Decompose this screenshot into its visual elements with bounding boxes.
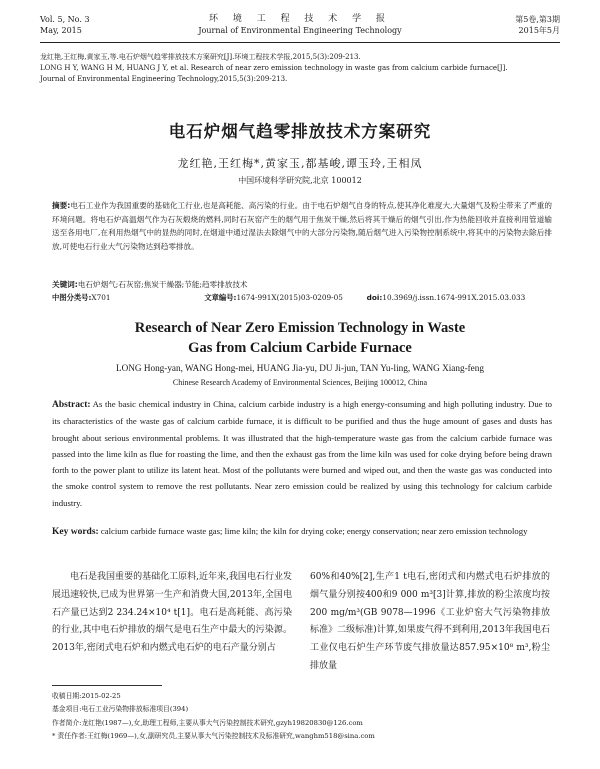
abstract-cn	[52, 199, 552, 253]
abstract-cn-label: 摘要:	[52, 201, 71, 210]
keywords-en-label: Key words:	[52, 527, 99, 537]
clc-label: 中图分类号:	[52, 293, 92, 302]
authors-cn: 龙红艳,王红梅*,黄家玉,都基峻,谭玉玲,王相凤	[177, 157, 423, 170]
abstract-cn-text: 电石工业作为我国重要的基础化工行业,也是高耗能、高污染的行业。由于电石炉烟气自身的特点,使其净化难度大,大量烟气及粉尘带来了严重的环境问题。将电石炉高温烟气作为石灰煅烧的燃料,同时石灰窑产生的烟气用于焦炭干燥,然后将其干燥后的烟气引出,作为热能回收并直接利用管道输送至各用电厂,在利用热烟气中的显热的同时,在烟道中通过湿法去除烟气中的大部分污染物,随后烟气进入污染物控制系统中,将其中的污染物去除后排放,可使电石行业大气污染物达到趋零排放。	[52, 201, 552, 251]
citation-cn: 龙红艳,王红梅,黄家玉,等.电石炉烟气趋零排放技术方案研究[J].环境工程技术学报,2015,5(3):209-213.	[40, 53, 361, 61]
abstract-en-text: As the basic chemical industry in China, calcium carbide industry is a high energy-consuming and high polluting industry. Due to its characteristics of the waste gas of calcium carbide furnace, it is difficult to be purified and thus the huge amount of gases and dusts has brought about serious environmental problems. It was illustrated that the high-temperature waste gas from the calcium carbide furnace was passed into the lime kiln as flue for roasting the lime, and then the exhaust gas from the lime kiln was used for coke drying before being drawn forth to the power plant to utilize its latent heat. Most of the pollutants were burned and wiped out, and then the waste gas was conducted into the smoke control system to remove the rest pollutants. Near zero emission could be realized by using this technology for calcium carbide industry.	[52, 399, 552, 508]
citation-block	[40, 52, 560, 85]
body-column-left	[52, 569, 292, 658]
clc-value: X701	[91, 293, 111, 302]
footnote-fund: 基金项目:电石工业污染物排放标准项目(394)	[52, 705, 189, 714]
title-en	[40, 318, 560, 358]
keywords-cn-text: 电石炉烟气;石灰窑;焦炭干燥器;节能;趋零排放技术	[77, 280, 248, 289]
title-cn: 电石炉烟气趋零排放技术方案研究	[168, 122, 432, 141]
abstract-en-label: Abstract:	[52, 400, 91, 410]
title-en-line2: Gas from Calcium Carbide Furnace	[188, 340, 412, 356]
article-number-label: 文章编号:	[204, 293, 237, 302]
citation-en-line2: Journal of Environmental Engineering Technology,2015,5(3):209-213.	[40, 75, 288, 83]
citation-en-line1: LONG H Y, WANG H M, HUANG J Y, et al. Research of near zero emission technology in waste gas from calcium carbide furnace[J].	[40, 64, 508, 72]
header-volume-number-cn: 第5卷,第3期	[515, 15, 560, 24]
footnote-author: 作者简介:龙红艳(1987—),女,助理工程师,主要从事大气污染控制技术研究,gzyh19820830@126.com	[52, 718, 363, 727]
keywords-en-text: calcium carbide furnace waste gas; lime kiln; the kiln for drying coke; energy conservation; near zero emission technology	[100, 526, 528, 536]
keywords-cn-label: 关键词:	[52, 280, 78, 289]
article-number-value: 1674-991X(2015)03-0209-05	[236, 293, 343, 302]
journal-name-en: Journal of Environmental Engineering Technology	[198, 26, 402, 35]
title-en-line1: Research of Near Zero Emission Technology in Waste	[134, 320, 466, 336]
keywords-en	[52, 523, 552, 540]
body-paragraph-right: 60%和40%[2],生产1 t电石,密闭式和内燃式电石炉排放的烟气量分别按400和9 000 m³[3]计算,排放的粉尘浓度均按200 mg/m³(GB 9078—1996《工业炉窑大气污染物排放标准》二级标准)计算,如果废气得不到利用,2013年我国电石工业仅电石炉生产环节废气排放量达857.95×10⁸ m³,粉尘排放量	[310, 572, 550, 671]
header-volume-number: Vol. 5, No. 3	[40, 15, 90, 24]
affiliation-cn: 中国环境科学研究院,北京 100012	[238, 176, 362, 185]
affiliation-en: Chinese Research Academy of Environmental Sciences, Beijing 100012, China	[172, 378, 428, 387]
footnotes	[52, 690, 552, 743]
journal-name	[40, 14, 560, 36]
header-date-en: May, 2015	[40, 26, 82, 35]
authors-en: LONG Hong-yan, WANG Hong-mei, HUANG Jia-yu, DU Ji-jun, TAN Yu-ling, WANG Xiang-feng	[116, 363, 484, 373]
abstract-en	[52, 396, 552, 511]
doi-label: doi:	[366, 293, 383, 302]
footnote-divider	[52, 685, 162, 686]
footnote-corresponding: * 责任作者:王红梅(1969—),女,副研究员,主要从事大气污染控制技术及标准研究,wanghm518@sina.com	[52, 731, 375, 740]
header-date-cn: 2015年5月	[518, 26, 560, 35]
header-divider	[40, 42, 560, 43]
keywords-cn	[52, 279, 552, 290]
journal-name-cn: 环 境 工 程 技 术 学 报	[208, 14, 392, 24]
doi-value: 10.3969/j.issn.1674-991X.2015.03.033	[382, 293, 526, 302]
header-volume-cn	[515, 14, 560, 36]
body-column-right	[310, 569, 550, 676]
footnote-received: 收稿日期:2015-02-25	[52, 692, 121, 700]
body-paragraph-left: 电石是我国重要的基础化工原料,近年来,我国电石行业发展迅速较快,已成为世界第一生产和消费大国,2013年,全国电石产量已达到2 234.24×10⁴ t[1]。电石是高耗能、高污染的行业,其中电石炉排放的烟气是电石生产中最大的污染源。2013年,密闭式电石炉和内燃式电石炉的电石产量分别占	[52, 572, 292, 654]
classification-row	[52, 292, 552, 303]
